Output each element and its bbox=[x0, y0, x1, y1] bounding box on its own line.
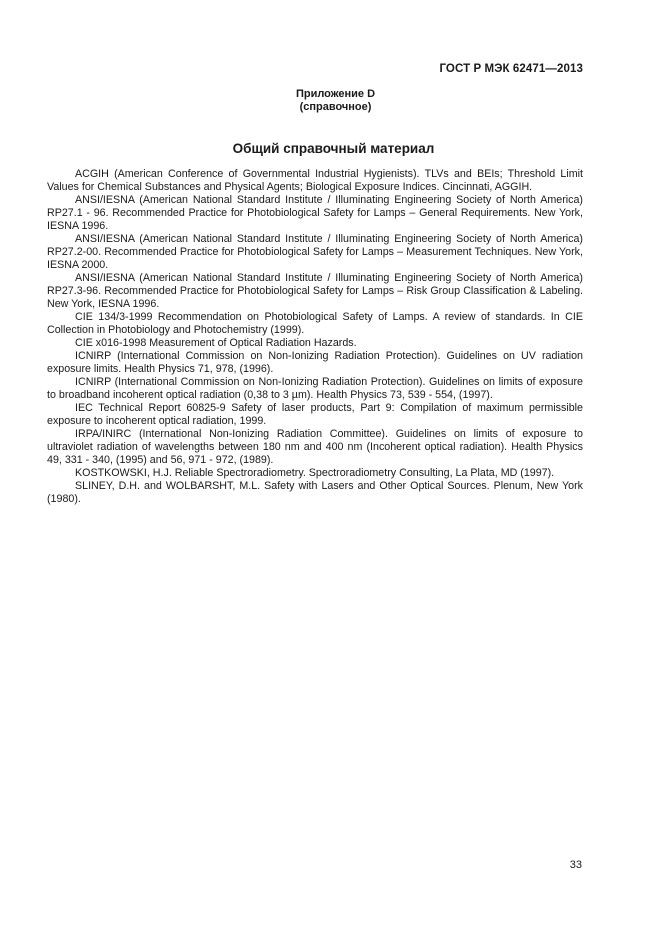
reference-item: ACGIH (American Conference of Governmental Industrial Hygienists). TLVs and BEIs; Threshold Limit Values for Chemical Substances and Physical Agents; Biological Exposure Indices. Cincinnati, AGGIH. bbox=[47, 168, 583, 193]
reference-item: IEC Technical Report 60825-9 Safety of laser products, Part 9: Compilation of maximum permissible exposure to incoherent optical radiation, 1999. bbox=[47, 402, 583, 427]
annex-title: Приложение D bbox=[295, 88, 376, 100]
annex-heading bbox=[0, 88, 661, 114]
reference-item: CIE x016-1998 Measurement of Optical Radiation Hazards. bbox=[75, 337, 357, 349]
section-title: Общий справочный материал bbox=[232, 141, 435, 156]
page-number: 33 bbox=[569, 859, 582, 871]
reference-item: ICNIRP (International Commission on Non-Ionizing Radiation Protection). Guidelines on limits of exposure to broadband incoherent optical radiation (0,38 to 3 µm). Health Physics 73, 539 - 554, (1997). bbox=[47, 376, 583, 401]
reference-item: SLINEY, D.H. and WOLBARSHT, M.L. Safety with Lasers and Other Optical Sources. Plenum, New York (1980). bbox=[47, 480, 583, 505]
reference-item: KOSTKOWSKI, H.J. Reliable Spectroradiometry. Spectroradiometry Consulting, La Plata, MD (1997). bbox=[75, 467, 555, 479]
reference-item: ANSI/IESNA (American National Standard Institute / Illuminating Engineering Society of North America) RP27.3-96. Recommended Practice for Photobiological Safety for Lamps – Risk Group Classification & Labeling. New York, IESNA 1996. bbox=[47, 272, 583, 310]
standard-designation: ГОСТ Р МЭК 62471—2013 bbox=[439, 63, 583, 75]
annex-subtitle: (справочное) bbox=[299, 101, 372, 113]
reference-item: ICNIRP (International Commission on Non-Ionizing Radiation Protection). Guidelines on UV radiation exposure limits. Health Physics 71, 978, (1996). bbox=[47, 350, 583, 375]
reference-list bbox=[47, 168, 583, 506]
reference-item: ANSI/IESNA (American National Standard Institute / Illuminating Engineering Society of North America) RP27.1 - 96. Recommended Practice for Photobiological Safety for Lamps – General Requirements. New York, IESNA 1996. bbox=[47, 194, 583, 232]
reference-item: IRPA/INIRC (International Non-Ionizing Radiation Committee). Guidelines on limits of exposure to ultraviolet radiation of wavelengths between 180 nm and 400 nm (Incoherent optical radiation). Health Physics 49, 331 - 340, (1995) and 56, 971 - 972, (1989). bbox=[47, 428, 583, 466]
reference-item: ANSI/IESNA (American National Standard Institute / Illuminating Engineering Society of North America) RP27.2-00. Recommended Practice for Photobiological Safety for Lamps – Measurement Techniques. New York, IESNA 2000. bbox=[47, 233, 583, 271]
reference-item: CIE 134/3-1999 Recommendation on Photobiological Safety of Lamps. A review of standards. In CIE Collection in Photobiology and Photochemistry (1999). bbox=[47, 311, 583, 336]
